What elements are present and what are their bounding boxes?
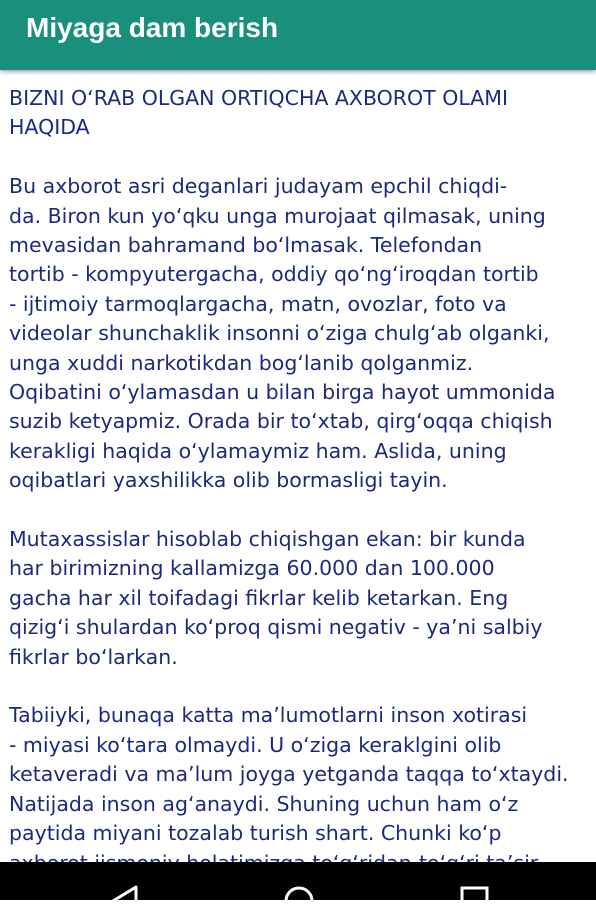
- article-paragraph-line: Bu axborot asri deganlari judayam epchil chiqdi-: [9, 174, 508, 199]
- article-paragraph-line: fikrlar bo‘larkan.: [9, 644, 178, 669]
- system-navigation-bar: [0, 862, 596, 900]
- article-heading-line: HAQIDA: [9, 115, 90, 140]
- app-title: Miyaga dam berish: [26, 12, 279, 43]
- article-paragraph-line: unga xuddi narkotikdan bog‘lanib qolganmiz.: [9, 350, 474, 375]
- article-scroll-area[interactable]: [0, 70, 596, 862]
- article-paragraph-line: da. Biron kun yo‘qku unga murojaat qilmasak, uning: [9, 203, 546, 228]
- home-icon[interactable]: [282, 884, 316, 918]
- article-paragraph-line: videolar shunchaklik insonni o‘ziga chulg‘ab olganki,: [9, 321, 550, 346]
- article-paragraph-line: mevasidan bahramand bo‘lmasak. Telefondan: [9, 233, 483, 258]
- paragraph-gap: [9, 496, 589, 525]
- article-paragraph-line: - ijtimoiy tarmoqlargacha, matn, ovozlar, foto va: [9, 291, 507, 316]
- article-paragraph-line: paytida miyani tozalab turish shart. Chunki ko‘p: [9, 821, 502, 846]
- article-paragraph-line: tortib - kompyutergacha, oddiy qo‘ng‘iroqdan tortib: [9, 262, 539, 287]
- article-paragraph-line: gacha har xil toifadagi fikrlar kelib ketarkan. Eng: [9, 585, 509, 610]
- article-paragraph-line: qizig‘i shulardan ko‘proq qismi negativ - ya’ni salbiy: [9, 615, 543, 640]
- article-paragraph-line: oqibatlari yaxshilikka olib bormasligi tayin.: [9, 468, 448, 493]
- article-paragraph-line: Natijada inson ag‘anaydi. Shuning uchun ham o‘z: [9, 791, 519, 816]
- recents-icon[interactable]: [458, 884, 492, 918]
- article-paragraph-line: ketaveradi va ma’lum joyga yetganda taqqa to‘xtaydi.: [9, 762, 569, 787]
- article-paragraph-line: har birimizning kallamizga 60.000 dan 100.000: [9, 556, 495, 581]
- article-paragraph-line: kerakligi haqida o‘ylamaymiz ham. Aslida, uning: [9, 438, 507, 463]
- article-paragraph-line: Oqibatini o‘ylamasdan u bilan birga hayot ummonida: [9, 380, 556, 405]
- article-heading-line: BIZNI O‘RAB OLGAN ORTIQCHA AXBOROT OLAMI: [9, 86, 509, 110]
- article-paragraph-line: Mutaxassislar hisoblab chiqishgan ekan: bir kunda: [9, 527, 526, 552]
- article-paragraph-line: - miyasi ko‘tara olmaydi. U o‘ziga keraklgini olib: [9, 732, 502, 757]
- paragraph-gap: [9, 672, 589, 701]
- back-icon[interactable]: [108, 884, 142, 918]
- app-bar: [0, 0, 596, 70]
- article-paragraph-line: Tabiiyki, bunaqa katta ma’lumotlarni inson xotirasi: [9, 703, 528, 728]
- article-text: [9, 84, 589, 878]
- paragraph-gap: [9, 143, 589, 172]
- article-paragraph-line: suzib ketyapmiz. Orada bir to‘xtab, qirg‘oqqa chiqish: [9, 409, 553, 434]
